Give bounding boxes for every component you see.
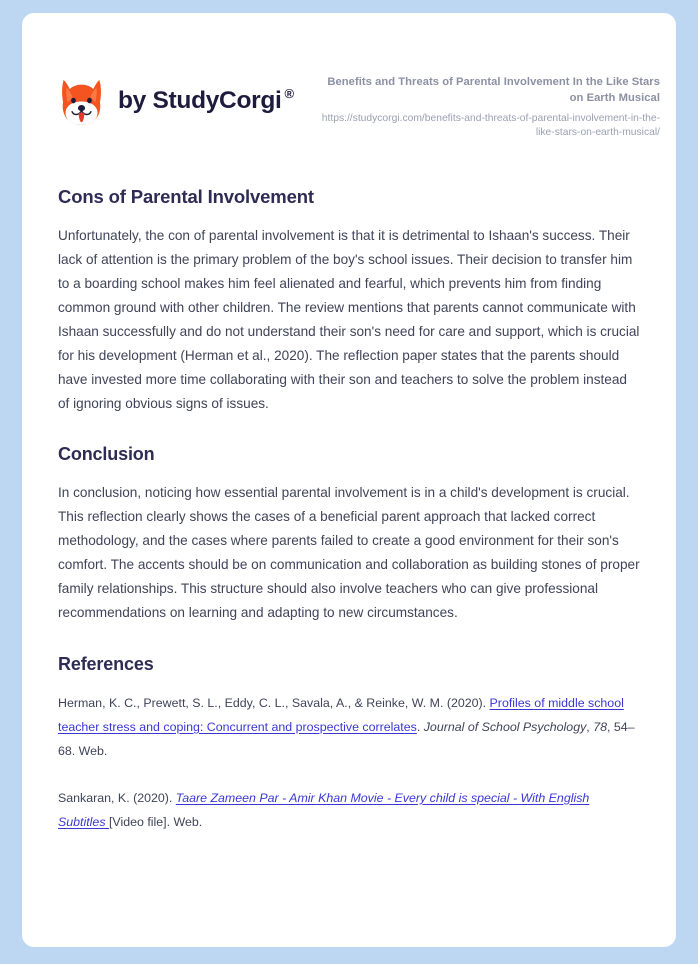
document-page-card (22, 13, 676, 947)
registered-trademark-icon: ® (284, 86, 294, 102)
heading-cons-of-parental-involvement: Cons of Parental Involvement (58, 186, 314, 208)
document-body (22, 185, 676, 834)
brand-name-text: by StudyCorgi (118, 87, 282, 115)
document-title: Benefits and Threats of Parental Involvement In the Like Stars on Earth Musical (327, 76, 660, 104)
heading-conclusion: Conclusion (58, 443, 155, 464)
reference-authors: Sankaran, K. (2020). (58, 790, 176, 805)
reference-item (58, 787, 640, 835)
header-meta (315, 71, 660, 141)
reference-volume: 78 (593, 719, 607, 734)
paragraph-conclusion: In conclusion, noticing how essential parental involvement is in a child's development is crucial. This reflection clearly shows the cases of a beneficial parent approach that lacked correct methodology, and the cases where parents failed to create a good environment for their son's comfort. The accents should be on communication and collaboration as building stones of proper family relationships. This structure should also involve teachers who can give professional recommendations on learning and adapting to new circumstances. (58, 485, 640, 621)
paragraph-cons: Unfortunately, the con of parental involvement is that it is detrimental to Ishaan's success. Their lack of attention is the primary problem of the boy's school issues. Their decision to transfer him to a boarding school makes him feel alienated and fearful, which prevents him from finding common ground with other children. The review mentions that parents cannot communicate with Ishaan successfully and do not understand their son's need for care and support, which is crucial for his development (Herman et al., 2020). The reflection paper states that the parents should have invested more time collaborating with their son and teachers to solve the problem instead of ignoring obvious signs of issues. (58, 228, 640, 412)
studycorgi-brand (58, 71, 294, 126)
reference-medium: [Video file]. Web. (108, 814, 203, 829)
corgi-face-icon (58, 77, 105, 126)
reference-link[interactable]: Profiles of middle school teacher stress and coping: Concurrent and prospective correlates (58, 695, 624, 734)
document-url[interactable]: https://studycorgi.com/benefits-and-threats-of-parental-involvement-in-the-like-stars-on-earth-musical/ (321, 112, 660, 139)
brand-wordmark (118, 86, 294, 115)
heading-references: References (58, 654, 154, 675)
reference-authors: Herman, K. C., Prewett, S. L., Eddy, C. L., Savala, A., & Reinke, W. M. (2020). (58, 695, 490, 710)
reference-journal: Journal of School Psychology (423, 719, 587, 734)
reference-pages: , 54–68. Web. (58, 719, 635, 758)
document-header (22, 13, 676, 141)
reference-link[interactable]: Taare Zameen Par - Amir Khan Movie - Every child is special - With English Subtitles (58, 790, 590, 829)
reference-separator: . (416, 719, 424, 734)
reference-comma: , (586, 719, 594, 734)
reference-item (58, 692, 640, 764)
